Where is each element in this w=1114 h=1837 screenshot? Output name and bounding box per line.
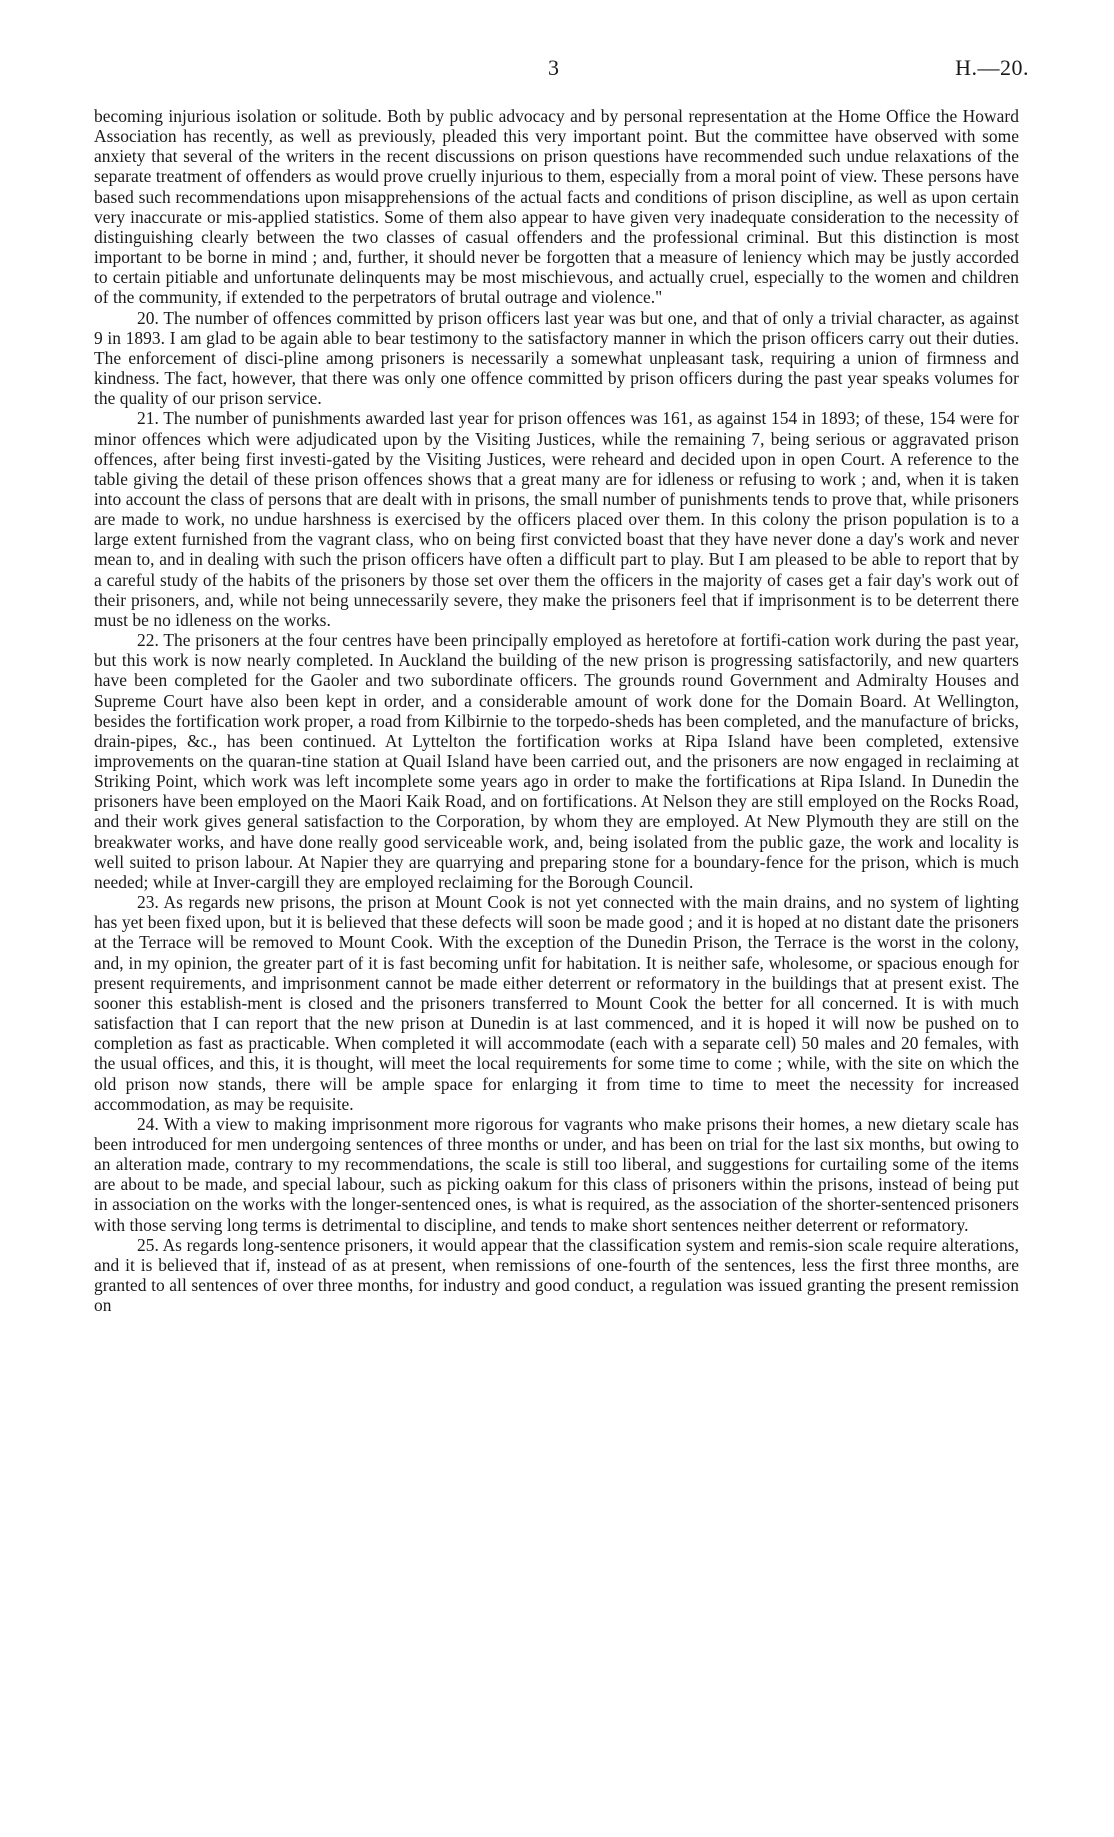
paragraph-20-prison-officer-offences: 20. The number of offences committed by prison officers last year was but one, and that of only a trivial character, as against 9 in 1893. I am glad to be again able to bear testimony to the satisfactory manner in which the prison officers carry out their duties. The enforcement of disci-pline among prisoners is necessarily a somewhat unpleasant task, requiring a union of firmness and kindness. The fact, however, that there was only one offence committed by prison officers during the past year speaks volumes for the quality of our prison service. <box>94 307 1019 409</box>
page-number: 3 <box>548 55 559 80</box>
document-reference: H.—20. <box>955 55 1029 80</box>
paragraph-24-vagrant-dietary-scale: 24. With a view to making imprisonment more rigorous for vagrants who make prisons their homes, a new dietary scale has been introduced for men undergoing sentences of three months or under, and has been on trial for the last six months, but owing to an alteration made, contrary to my recommendations, the scale is still too liberal, and suggestions for curtailing some of the items are about to be made, and special labour, such as picking oakum for this class of prisoners within the prisons, instead of being put in association on the works with the longer-sentenced ones, is what is required, as the association of the shorter-sentenced prisoners with those serving long terms is detrimental to discipline, and tends to make short sentences neither deterrent or reformatory. <box>94 1113 1019 1235</box>
page-header <box>0 55 1114 85</box>
report-body <box>94 106 1019 1315</box>
paragraph-25-long-sentence-prisoners: 25. As regards long-sentence prisoners, it would appear that the classification system and remis-sion scale require alterations, and it is believed that if, instead of as at present, when remissions of one-fourth of the sentences, less the first three months, are granted to all sentences of over three months, for industry and good conduct, a regulation was issued granting the present remission on <box>94 1234 1019 1316</box>
paragraph-continuation: becoming injurious isolation or solitude. Both by public advocacy and by personal representation at the Home Office the Howard Association has recently, as well as previously, pleaded this very important point. But the committee have observed with some anxiety that several of the writers in the recent discussions on prison questions have recommended such undue relaxations of the separate treatment of offenders as would prove cruelly injurious to them, especially from a moral point of view. These persons have based such recommendations upon misapprehensions of the actual facts and conditions of prison discipline, as well as upon certain very inaccurate or mis-applied statistics. Some of them also appear to have given very inadequate consideration to the necessity of distinguishing clearly between the two classes of casual offenders and the professional criminal. But this distinction is most important to be borne in mind ; and, further, it should never be forgotten that a measure of leniency which may be justly accorded to certain pitiable and unfortunate delinquents may be most mischievous, and actually cruel, especially to the women and children of the community, if extended to the perpetrators of brutal outrage and violence." <box>94 106 1019 308</box>
paragraph-22-prison-labour: 22. The prisoners at the four centres have been principally employed as heretofore at fortifi-cation work during the past year, but this work is now nearly completed. In Auckland the building of the new prison is progressing satisfactorily, and new quarters have been completed for the Gaoler and two subordinate officers. The grounds round Government and Admiralty Houses and Supreme Court have also been kept in order, and a considerable amount of work done for the Domain Board. At Wellington, besides the fortification work proper, a road from Kilbirnie to the torpedo-sheds has been completed, and the manufacture of bricks, drain-pipes, &c., has been continued. At Lyttelton the fortification works at Ripa Island have been completed, extensive improvements on the quaran-tine station at Quail Island have been carried out, and the prisoners are now engaged in reclaiming at Striking Point, which work was left incomplete some years ago in order to make the fortifications at Ripa Island. In Dunedin the prisoners have been employed on the Maori Kaik Road, and on fortifications. At Nelson they are still employed on the Rocks Road, and their work gives general satisfaction to the Corporation, by whom they are employed. At New Plymouth they are still on the breakwater works, and have done really good serviceable work, and, being isolated from the public gaze, the work and locality is well suited to prison labour. At Napier they are quarrying and preparing stone for a boundary-fence for the prison, which is much needed; while at Inver-cargill they are employed reclaiming for the Borough Council. <box>94 630 1019 892</box>
paragraph-23-new-prisons: 23. As regards new prisons, the prison at Mount Cook is not yet connected with the main drains, and no system of lighting has yet been fixed upon, but it is believed that these defects will soon be made good ; and it is hoped at no distant date the prisoners at the Terrace will be removed to Mount Cook. With the exception of the Dunedin Prison, the Terrace is the worst in the colony, and, in my opinion, the greater part of it is fast becoming unfit for habitation. It is neither safe, wholesome, or spacious enough for present requirements, and imprisonment cannot be made either deterrent or reformatory in the buildings that at present exist. The sooner this establish-ment is closed and the prisoners transferred to Mount Cook the better for all concerned. It is with much satisfaction that I can report that the new prison at Dunedin is at last commenced, and it is hoped it will now be pushed on to completion as fast as practicable. When completed it will accommodate (each with a separate cell) 50 males and 20 females, with the usual offices, and this, it is thought, will meet the local requirements for some time to come ; while, with the site on which the old prison now stands, there will be ample space for enlarging it from time to time to meet the necessity for increased accommodation, as may be requisite. <box>94 892 1019 1114</box>
paragraph-21-punishments: 21. The number of punishments awarded last year for prison offences was 161, as against 154 in 1893; of these, 154 were for minor offences which were adjudicated upon by the Visiting Justices, while the remaining 7, being serious or aggravated prison offences, after being first investi-gated by the Visiting Justices, were reheard and decided upon in open Court. A reference to the table giving the detail of these prison offences shows that a great many are for idleness or refusing to work ; and, when it is taken into account the class of persons that are dealt with in prisons, the small number of punishments tends to prove that, while prisoners are made to work, no undue harshness is exercised by the officers placed over them. In this colony the prison population is to a large extent furnished from the vagrant class, who on being first convicted boast that they have never done a day's work and never mean to, and in dealing with such the prison officers have often a difficult part to play. But I am pleased to be able to report that by a careful study of the habits of the prisoners by those set over them the officers in the majority of cases get a fair day's work out of their prisoners, and, while not being unnecessarily severe, they make the prisoners feel that if imprisonment is to be deterrent there must be no idleness on the works. <box>94 408 1019 630</box>
